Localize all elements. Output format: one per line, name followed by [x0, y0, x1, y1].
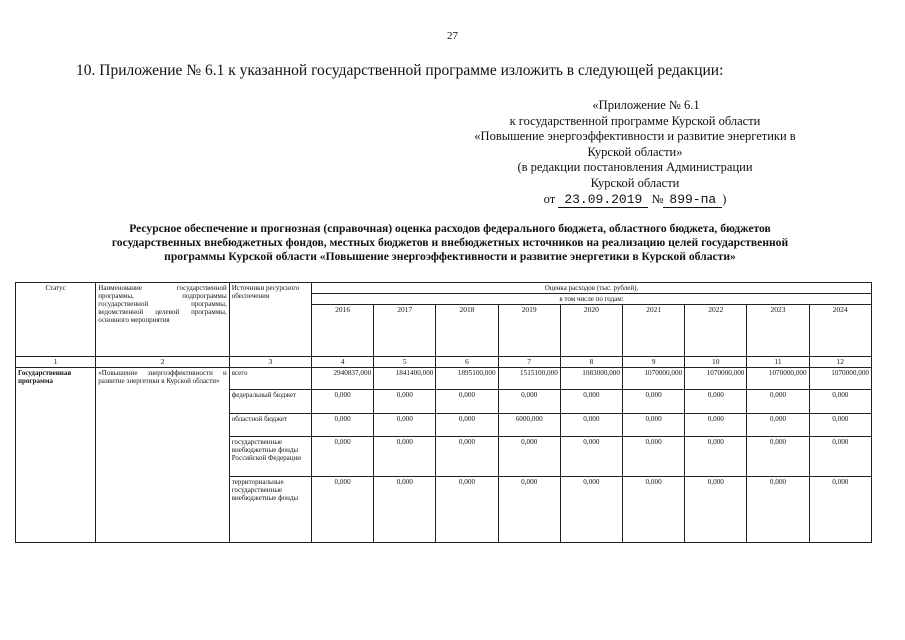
value-cell: 1895100,000 [436, 368, 498, 390]
decree-number: 899-па [663, 192, 722, 208]
table-row [16, 368, 872, 390]
value-cell: 0,000 [560, 477, 622, 543]
header-status: Статус [16, 283, 96, 357]
column-number: 7 [498, 357, 560, 368]
value-cell: 0,000 [498, 437, 560, 477]
decree-date: 23.09.2019 [558, 192, 648, 208]
appendix-line: к государственной программе Курской области [509, 113, 761, 128]
value-cell: 0,000 [374, 437, 436, 477]
value-cell: 0,000 [622, 414, 684, 437]
value-cell: 0,000 [685, 390, 747, 414]
value-cell: 0,000 [311, 437, 373, 477]
value-cell: 0,000 [747, 437, 809, 477]
header-by-year: в том числе по годам: [311, 294, 871, 305]
value-cell: 0,000 [622, 477, 684, 543]
value-cell: 0,000 [809, 437, 871, 477]
value-cell: 1070000,000 [685, 368, 747, 390]
heading-line: программы Курской области «Повышение энергоэффективности и развитие энергетики в Курской области» [164, 250, 736, 263]
value-cell: 0,000 [747, 477, 809, 543]
column-number: 5 [374, 357, 436, 368]
decree-date-line [470, 192, 800, 208]
appendix-line: (в редакции постановления Администрации [517, 160, 753, 174]
column-number: 6 [436, 357, 498, 368]
column-number: 10 [685, 357, 747, 368]
heading-line: Ресурсное обеспечение и прогнозная (справочная) оценка расходов федерального бюджета, областного бюджета, бюджетов [129, 222, 771, 235]
source-cell: всего [229, 368, 311, 390]
expenditure-table [15, 282, 872, 543]
header-year: 2016 [311, 305, 373, 357]
intro-paragraph: 10. Приложение № 6.1 к указанной государственной программе изложить в следующей редакции: [76, 62, 724, 79]
value-cell: 0,000 [311, 414, 373, 437]
header-year: 2021 [622, 305, 684, 357]
program-name-cell: «Повышение энергоэффективности и развитие энергетики в Курской области» [96, 368, 229, 543]
source-cell: территориальные государственные внебюджетные фонды [229, 477, 311, 543]
value-cell: 0,000 [436, 414, 498, 437]
value-cell: 0,000 [436, 390, 498, 414]
column-number: 3 [229, 357, 311, 368]
value-cell: 0,000 [374, 414, 436, 437]
value-cell: 1515100,000 [498, 368, 560, 390]
column-number: 1 [16, 357, 96, 368]
header-estimate: Оценка расходов (тыс. рублей), [311, 283, 871, 294]
value-cell: 0,000 [685, 477, 747, 543]
date-prefix: от [543, 192, 556, 206]
column-number: 11 [747, 357, 809, 368]
header-sources: Источники ресурсного обеспечения [229, 283, 311, 357]
value-cell: 1841400,000 [374, 368, 436, 390]
value-cell: 0,000 [560, 390, 622, 414]
value-cell: 0,000 [685, 414, 747, 437]
value-cell: 0,000 [685, 437, 747, 477]
header-year: 2018 [436, 305, 498, 357]
page-number: 27 [447, 30, 458, 42]
close-paren: ) [722, 192, 727, 206]
column-number-row [16, 357, 872, 368]
value-cell: 0,000 [498, 477, 560, 543]
value-cell: 0,000 [498, 390, 560, 414]
table-heading [20, 222, 880, 264]
value-cell: 1070000,000 [622, 368, 684, 390]
value-cell: 1070000,000 [809, 368, 871, 390]
value-cell: 0,000 [622, 437, 684, 477]
value-cell: 0,000 [436, 477, 498, 543]
value-cell: 0,000 [809, 477, 871, 543]
header-year: 2019 [498, 305, 560, 357]
value-cell: 6000,000 [498, 414, 560, 437]
appendix-line: Курской области» [587, 144, 683, 159]
value-cell: 0,000 [374, 477, 436, 543]
value-cell: 0,000 [436, 437, 498, 477]
value-cell: 0,000 [622, 390, 684, 414]
source-cell: государственные внебюджетные фонды Российской Федерации [229, 437, 311, 477]
value-cell: 0,000 [747, 414, 809, 437]
appendix-line: «Повышение энергоэффективности и развитие энергетики в [474, 129, 796, 143]
header-year: 2024 [809, 305, 871, 357]
value-cell: 2940837,000 [311, 368, 373, 390]
value-cell: 0,000 [560, 437, 622, 477]
number-prefix: № [651, 192, 664, 206]
appendix-header [470, 98, 800, 208]
value-cell: 1083000,000 [560, 368, 622, 390]
column-number: 4 [311, 357, 373, 368]
appendix-title: «Приложение № 6.1 [592, 98, 700, 112]
value-cell: 0,000 [374, 390, 436, 414]
column-number: 8 [560, 357, 622, 368]
column-number: 2 [96, 357, 229, 368]
value-cell: 0,000 [311, 477, 373, 543]
appendix-line: Курской области [590, 175, 680, 190]
value-cell: 0,000 [311, 390, 373, 414]
value-cell: 0,000 [809, 414, 871, 437]
column-number: 12 [809, 357, 871, 368]
value-cell: 0,000 [809, 390, 871, 414]
column-number: 9 [622, 357, 684, 368]
value-cell: 0,000 [747, 390, 809, 414]
value-cell: 1070000,000 [747, 368, 809, 390]
header-name: Наименование государственной программы, подпрограммы государственной программы, ведомственной целевой программы, основного мероприятия [96, 283, 229, 357]
heading-line: государственных внебюджетных фондов, местных бюджетов и внебюджетных источников на реализацию целей государственной [111, 236, 789, 249]
header-year: 2022 [685, 305, 747, 357]
header-year: 2023 [747, 305, 809, 357]
source-cell: областной бюджет [229, 414, 311, 437]
status-cell: Государственная программа [16, 368, 96, 543]
header-year: 2017 [374, 305, 436, 357]
source-cell: федеральный бюджет [229, 390, 311, 414]
value-cell: 0,000 [560, 414, 622, 437]
header-year: 2020 [560, 305, 622, 357]
